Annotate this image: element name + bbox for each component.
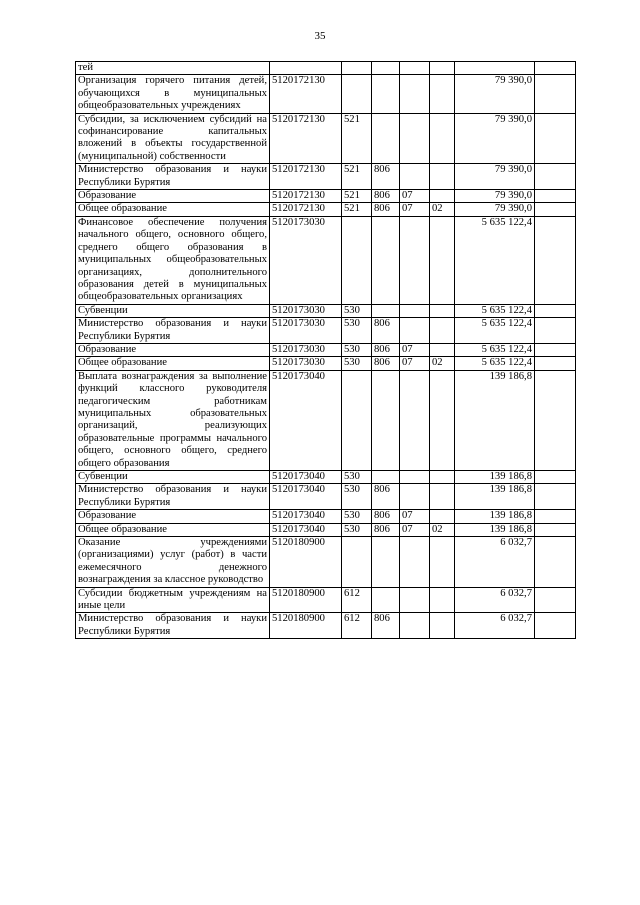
row-amount-cell: 139 186,8	[455, 484, 535, 510]
row-empty-cell	[535, 216, 576, 304]
row-ministry-code-cell: 806	[372, 164, 400, 190]
row-ministry-code-cell: 806	[372, 484, 400, 510]
row-name-cell: Оказание учреждениями (организациями) услуг (работ) в части ежемесячного денежного вознаграждения за классное руководство	[76, 537, 270, 588]
row-amount-cell: 139 186,8	[455, 510, 535, 523]
row-ministry-code-cell: 806	[372, 190, 400, 203]
row-section-cell: 07	[400, 510, 430, 523]
table-row	[76, 510, 576, 523]
row-expense-type-cell	[342, 62, 372, 75]
row-section-cell	[400, 471, 430, 484]
row-ministry-code-cell	[372, 75, 400, 113]
row-empty-cell	[535, 113, 576, 164]
row-subsection-cell	[430, 304, 455, 317]
row-name-cell: Субвенции	[76, 304, 270, 317]
row-empty-cell	[535, 343, 576, 356]
row-target-article-cell: 5120172130	[270, 190, 342, 203]
row-amount-cell: 79 390,0	[455, 75, 535, 113]
row-target-article-cell: 5120180900	[270, 587, 342, 613]
row-subsection-cell	[430, 113, 455, 164]
table-row	[76, 613, 576, 639]
row-target-article-cell: 5120173040	[270, 510, 342, 523]
table-row	[76, 190, 576, 203]
row-amount-cell: 5 635 122,4	[455, 343, 535, 356]
row-amount-cell: 139 186,8	[455, 523, 535, 536]
row-target-article-cell: 5120172130	[270, 203, 342, 216]
row-target-article-cell: 5120173040	[270, 484, 342, 510]
row-name-cell: Министерство образования и науки Республики Бурятия	[76, 484, 270, 510]
row-subsection-cell: 02	[430, 523, 455, 536]
row-amount-cell: 5 635 122,4	[455, 357, 535, 370]
row-expense-type-cell: 530	[342, 471, 372, 484]
row-subsection-cell	[430, 190, 455, 203]
row-section-cell: 07	[400, 203, 430, 216]
table-body	[76, 62, 576, 639]
row-amount-cell: 139 186,8	[455, 370, 535, 470]
row-name-cell: Общее образование	[76, 523, 270, 536]
table-row	[76, 318, 576, 344]
row-empty-cell	[535, 75, 576, 113]
row-target-article-cell: 5120173030	[270, 343, 342, 356]
row-subsection-cell	[430, 216, 455, 304]
table-row	[76, 537, 576, 588]
row-target-article-cell: 5120173030	[270, 357, 342, 370]
row-name-cell: Субвенции	[76, 471, 270, 484]
row-target-article-cell: 5120173030	[270, 318, 342, 344]
row-empty-cell	[535, 587, 576, 613]
row-amount-cell: 79 390,0	[455, 190, 535, 203]
row-name-cell: Образование	[76, 510, 270, 523]
row-name-cell: тей	[76, 62, 270, 75]
row-empty-cell	[535, 203, 576, 216]
row-ministry-code-cell	[372, 537, 400, 588]
row-subsection-cell: 02	[430, 357, 455, 370]
row-subsection-cell	[430, 343, 455, 356]
row-amount-cell: 6 032,7	[455, 613, 535, 639]
row-ministry-code-cell: 806	[372, 357, 400, 370]
row-ministry-code-cell: 806	[372, 523, 400, 536]
row-ministry-code-cell	[372, 471, 400, 484]
row-section-cell	[400, 537, 430, 588]
row-expense-type-cell: 530	[342, 343, 372, 356]
row-subsection-cell	[430, 537, 455, 588]
row-name-cell: Субсидии бюджетным учреждениям на иные цели	[76, 587, 270, 613]
row-subsection-cell	[430, 318, 455, 344]
row-name-cell: Образование	[76, 343, 270, 356]
row-empty-cell	[535, 537, 576, 588]
row-section-cell	[400, 62, 430, 75]
table-row	[76, 357, 576, 370]
row-empty-cell	[535, 357, 576, 370]
row-name-cell: Выплата вознаграждения за выполнение функций классного руководителя педагогическим работникам муниципальных образовательных организаций, реализующих образовательные программы начального общего, основного общего, среднего общего образования	[76, 370, 270, 470]
table-row	[76, 343, 576, 356]
row-section-cell	[400, 216, 430, 304]
row-ministry-code-cell: 806	[372, 203, 400, 216]
page-number: 35	[314, 30, 326, 42]
row-ministry-code-cell	[372, 370, 400, 470]
row-target-article-cell: 5120173040	[270, 370, 342, 470]
row-empty-cell	[535, 484, 576, 510]
row-empty-cell	[535, 164, 576, 190]
row-section-cell: 07	[400, 343, 430, 356]
row-expense-type-cell: 521	[342, 203, 372, 216]
row-subsection-cell	[430, 62, 455, 75]
row-ministry-code-cell: 806	[372, 613, 400, 639]
row-target-article-cell: 5120173030	[270, 304, 342, 317]
row-empty-cell	[535, 370, 576, 470]
row-name-cell: Субсидии, за исключением субсидий на софинансирование капитальных вложений в объекты государственной (муниципальной) собственности	[76, 113, 270, 164]
row-section-cell	[400, 587, 430, 613]
row-expense-type-cell: 612	[342, 587, 372, 613]
row-empty-cell	[535, 471, 576, 484]
row-expense-type-cell	[342, 370, 372, 470]
table-row	[76, 484, 576, 510]
table-row	[76, 216, 576, 304]
row-ministry-code-cell: 806	[372, 510, 400, 523]
row-expense-type-cell: 530	[342, 318, 372, 344]
row-section-cell	[400, 304, 430, 317]
row-section-cell	[400, 164, 430, 190]
row-target-article-cell: 5120172130	[270, 164, 342, 190]
row-expense-type-cell: 612	[342, 613, 372, 639]
row-empty-cell	[535, 510, 576, 523]
row-empty-cell	[535, 318, 576, 344]
row-amount-cell: 5 635 122,4	[455, 318, 535, 344]
row-expense-type-cell: 530	[342, 304, 372, 317]
row-expense-type-cell: 530	[342, 357, 372, 370]
row-expense-type-cell: 521	[342, 190, 372, 203]
table-row	[76, 203, 576, 216]
row-amount-cell: 6 032,7	[455, 537, 535, 588]
row-amount-cell: 6 032,7	[455, 587, 535, 613]
row-section-cell	[400, 75, 430, 113]
row-expense-type-cell: 530	[342, 510, 372, 523]
row-amount-cell: 139 186,8	[455, 471, 535, 484]
row-section-cell	[400, 370, 430, 470]
row-target-article-cell: 5120172130	[270, 75, 342, 113]
row-ministry-code-cell	[372, 113, 400, 164]
row-empty-cell	[535, 613, 576, 639]
row-empty-cell	[535, 523, 576, 536]
row-name-cell: Министерство образования и науки Республики Бурятия	[76, 318, 270, 344]
row-ministry-code-cell	[372, 304, 400, 317]
row-ministry-code-cell	[372, 62, 400, 75]
row-target-article-cell	[270, 62, 342, 75]
row-section-cell: 07	[400, 190, 430, 203]
row-name-cell: Общее образование	[76, 203, 270, 216]
row-ministry-code-cell	[372, 216, 400, 304]
row-amount-cell: 5 635 122,4	[455, 216, 535, 304]
table-row	[76, 471, 576, 484]
table-row	[76, 304, 576, 317]
row-subsection-cell	[430, 75, 455, 113]
row-amount-cell: 79 390,0	[455, 113, 535, 164]
table-row	[76, 587, 576, 613]
row-expense-type-cell: 530	[342, 484, 372, 510]
row-target-article-cell: 5120173030	[270, 216, 342, 304]
row-ministry-code-cell: 806	[372, 343, 400, 356]
row-amount-cell: 79 390,0	[455, 164, 535, 190]
row-name-cell: Министерство образования и науки Республики Бурятия	[76, 613, 270, 639]
row-empty-cell	[535, 62, 576, 75]
table-row	[76, 113, 576, 164]
row-empty-cell	[535, 190, 576, 203]
row-name-cell: Финансовое обеспечение получения начального общего, основного общего, среднего общего образования в муниципальных общеобразовательных организациях, дополнительного образования детей в муниципальных общеобразовательных организациях	[76, 216, 270, 304]
row-expense-type-cell	[342, 537, 372, 588]
table-row	[76, 164, 576, 190]
row-section-cell: 07	[400, 357, 430, 370]
row-section-cell	[400, 113, 430, 164]
table-row	[76, 75, 576, 113]
row-subsection-cell	[430, 510, 455, 523]
row-subsection-cell	[430, 613, 455, 639]
row-amount-cell: 5 635 122,4	[455, 304, 535, 317]
row-amount-cell: 79 390,0	[455, 203, 535, 216]
row-section-cell	[400, 613, 430, 639]
row-target-article-cell: 5120180900	[270, 537, 342, 588]
table-row	[76, 62, 576, 75]
row-subsection-cell	[430, 587, 455, 613]
row-expense-type-cell	[342, 75, 372, 113]
row-subsection-cell: 02	[430, 203, 455, 216]
budget-table	[75, 61, 576, 639]
row-target-article-cell: 5120173040	[270, 471, 342, 484]
row-amount-cell	[455, 62, 535, 75]
row-target-article-cell: 5120172130	[270, 113, 342, 164]
row-name-cell: Общее образование	[76, 357, 270, 370]
row-empty-cell	[535, 304, 576, 317]
row-name-cell: Организация горячего питания детей, обучающихся в муниципальных общеобразовательных учреждениях	[76, 75, 270, 113]
row-subsection-cell	[430, 164, 455, 190]
row-subsection-cell	[430, 370, 455, 470]
row-subsection-cell	[430, 471, 455, 484]
row-ministry-code-cell: 806	[372, 318, 400, 344]
row-expense-type-cell: 530	[342, 523, 372, 536]
row-subsection-cell	[430, 484, 455, 510]
row-expense-type-cell	[342, 216, 372, 304]
table-row	[76, 370, 576, 470]
row-section-cell: 07	[400, 523, 430, 536]
row-expense-type-cell: 521	[342, 113, 372, 164]
row-ministry-code-cell	[372, 587, 400, 613]
row-name-cell: Образование	[76, 190, 270, 203]
row-section-cell	[400, 318, 430, 344]
row-target-article-cell: 5120180900	[270, 613, 342, 639]
row-expense-type-cell: 521	[342, 164, 372, 190]
row-target-article-cell: 5120173040	[270, 523, 342, 536]
table-row	[76, 523, 576, 536]
row-section-cell	[400, 484, 430, 510]
row-name-cell: Министерство образования и науки Республики Бурятия	[76, 164, 270, 190]
